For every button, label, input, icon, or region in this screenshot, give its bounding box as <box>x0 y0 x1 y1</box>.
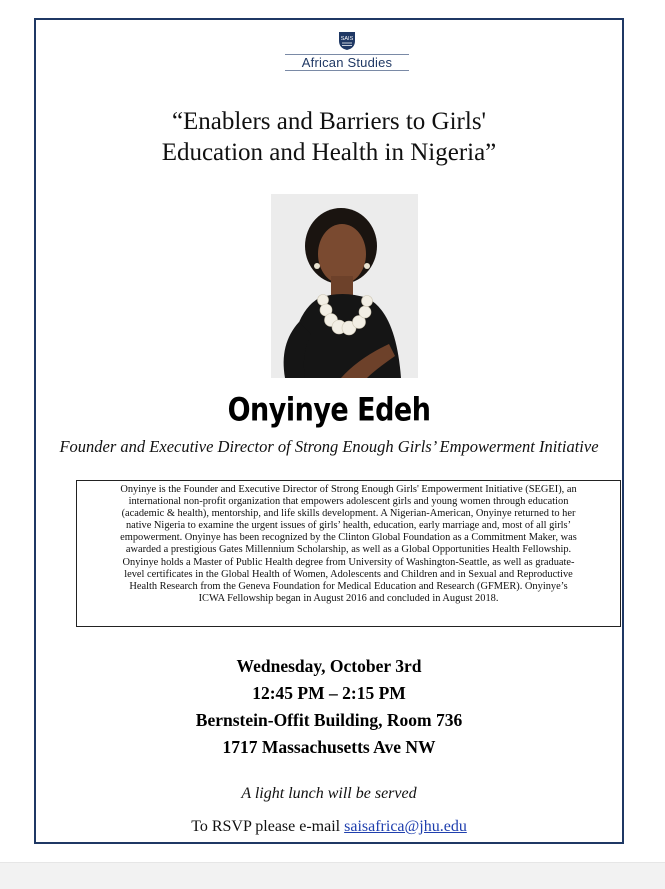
bio-line: international non-profit organization that empowers adolescent girls and young women through education <box>128 496 569 508</box>
bio-line: Health Research from the Geneva Foundation for Medical Education and Research (GFMER). Onyinye’s <box>129 580 568 592</box>
speaker-role: Founder and Executive Director of Strong Enough Girls’ Empowerment Initiative <box>59 437 599 456</box>
title-line-1: “Enablers and Barriers to Girls' <box>171 108 487 135</box>
speaker-bio <box>76 480 621 627</box>
bio-line: Onyinye is the Founder and Executive Director of Strong Enough Girls' Empowerment Initiative (SEGEI), an <box>120 484 577 495</box>
bio-line: awarded a prestigious Gates Millennium Scholarship, as well as a Global Opportunities Health Fellowship. <box>125 544 572 556</box>
title-line-2: Education and Health in Nigeria” <box>161 139 497 166</box>
logo-text: African Studies <box>301 55 393 70</box>
logo-rule-bottom <box>285 70 409 71</box>
bio-line: native Nigeria to examine the urgent issues of girls’ health, education, early marriage and, most of all girls’ <box>125 520 572 532</box>
bio-line: empowerment. Onyinye has been recognized by the Clinton Global Foundation as a Commitment Maker, was <box>120 532 577 544</box>
event-time: 12:45 PM – 2:15 PM <box>252 683 406 703</box>
flyer-page <box>34 18 624 844</box>
bio-line: level certificates in the Global Health of Women, Adolescents and Children and in Sexual and Reproductive <box>124 568 573 580</box>
rsvp-line <box>36 818 622 836</box>
event-date: Wednesday, October 3rd <box>236 656 422 676</box>
rsvp-email-link[interactable]: saisafrica@jhu.edu <box>344 818 467 835</box>
bio-line: (academic & health), mentorship, and life skills development. A Nigerian-American, Onyinye returned to her <box>121 508 576 520</box>
event-details <box>36 653 622 761</box>
event-address: 1717 Massachusetts Ave NW <box>222 737 436 757</box>
bottom-strip <box>0 862 665 889</box>
bio-line: ICWA Fellowship began in August 2016 and concluded in August 2018. <box>198 592 499 604</box>
svg-text:SAIS: SAIS <box>340 36 354 42</box>
speaker-photo <box>271 194 418 378</box>
event-venue: Bernstein-Offit Building, Room 736 <box>195 710 463 730</box>
lunch-note: A light lunch will be served <box>241 785 417 802</box>
sais-logo <box>285 31 409 77</box>
shield-icon <box>337 31 357 51</box>
event-title <box>36 106 622 168</box>
bio-line: Onyinye holds a Master of Public Health degree from University of Washington-Seattle, as well as graduate- <box>122 556 575 568</box>
speaker-name: Onyinye Edeh <box>227 392 431 429</box>
rsvp-prefix: To RSVP please e-mail <box>191 818 345 835</box>
